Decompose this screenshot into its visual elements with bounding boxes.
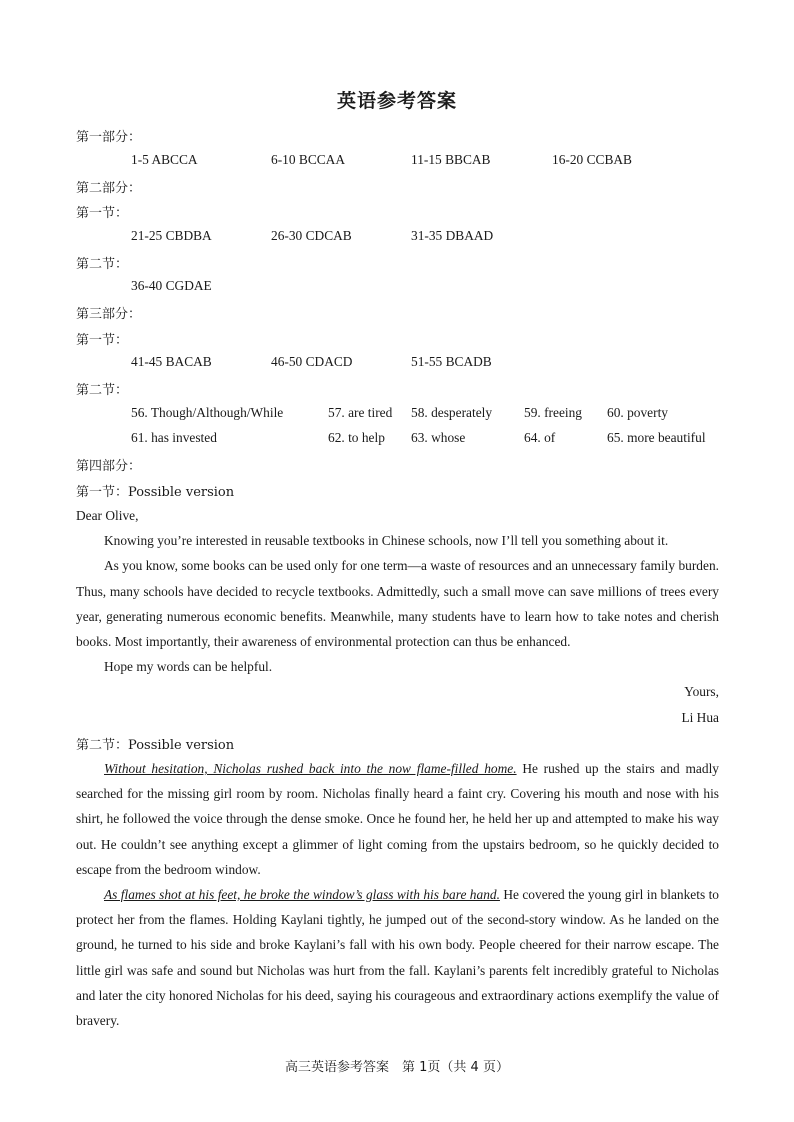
part3-heading: 第三部分：	[76, 307, 142, 322]
answer-item: 56. Though/Although/While	[131, 405, 284, 420]
answer-item: 58. desperately	[411, 405, 493, 420]
part2-sec1-heading: 第一节：	[76, 206, 129, 221]
answer-group: 41-45 BACAB	[131, 354, 212, 369]
story-lead-sentence: As flames shot at his feet, he broke the window’s glass with his bare hand.	[104, 887, 500, 903]
story-body: He covered the young girl in blankets to protect her from the flames. Holding Kaylani tightly, he jumped out of the second-story window. As he landed on the ground, he turned to his side and broke Kaylani’s fall with his own body. People cheered for their narrow escape. The little girl was safe and sound but Nicholas was hurt from the fall. Kaylani’s parents felt incredibly grateful to Nicholas and later the city honored Nicholas for his deed, saying his courageous and extraordinary actions exemplify the value of bravery.	[76, 887, 719, 1029]
answer-group: 51-55 BCADB	[411, 354, 492, 369]
answer-group: 1-5 ABCCA	[131, 152, 198, 167]
part4-heading: 第四部分：	[76, 459, 142, 474]
page-title: 英语参考答案	[336, 90, 457, 112]
letter-salutation: Dear Olive,	[76, 508, 139, 523]
letter-essay	[76, 503, 719, 730]
answer-group: 36-40 CGDAE	[131, 278, 212, 293]
story-paragraph	[76, 882, 719, 1033]
answer-item: 61. has invested	[131, 430, 217, 445]
answer-group: 6-10 BCCAA	[271, 152, 346, 167]
answer-item: 64. of	[524, 430, 556, 445]
letter-signature: Li Hua	[681, 709, 719, 725]
answer-group: 31-35 DBAAD	[411, 228, 494, 243]
story-body: He rushed up the stairs and madly searched for the missing girl room by room. Nicholas finally heard a faint cry. Covering his mouth and nose with his shirt, he followed the voice through the dense smoke. Once he found her, he held her up and attempted to make his way out. He couldn’t see anything except a glimmer of light coming from the upstairs bedroom, so he quickly decided to escape from the bedroom window.	[76, 761, 719, 877]
answer-item: 57. are tired	[328, 405, 393, 420]
story-lead-sentence: Without hesitation, Nicholas rushed back into the now flame-filled home.	[104, 761, 517, 776]
part3-sec2-heading: 第二节：	[76, 383, 129, 398]
answer-group: 11-15 BBCAB	[411, 152, 491, 167]
answer-group: 21-25 CBDBA	[131, 228, 212, 243]
answer-group: 46-50 CDACD	[271, 354, 353, 369]
answer-item: 60. poverty	[607, 405, 668, 420]
letter-paragraph: Hope my words can be helpful.	[104, 659, 273, 675]
letter-paragraph: Knowing you’re interested in reusable textbooks in Chinese schools, now I’ll tell you something about it.	[104, 533, 669, 549]
story-paragraph	[76, 756, 719, 882]
letter-paragraph: As you know, some books can be used only for one term—a waste of resources and an unnecessary family burden. Thus, many schools have decided to recycle textbooks. Admittedly, such a small move can save millions of trees every year, generating numerous economic benefits. Meanwhile, many students have to learn how to take notes and cherish books. Most importantly, their awareness of environmental protection can thus be enhanced.	[76, 558, 719, 650]
part3-sec1-heading: 第一节：	[76, 333, 129, 348]
answer-item: 59. freeing	[524, 405, 583, 420]
part4-sec1-heading: 第一节：Possible version	[76, 485, 235, 500]
answer-group: 26-30 CDCAB	[271, 228, 352, 243]
story-essay	[76, 756, 719, 1033]
answer-item: 62. to help	[328, 430, 385, 445]
part2-heading: 第二部分：	[76, 181, 142, 196]
part2-sec2-heading: 第二节：	[76, 257, 129, 272]
answer-group: 16-20 CCBAB	[552, 152, 632, 167]
page-footer: 高三英语参考答案 第 1页（共 4 页）	[285, 1060, 509, 1075]
letter-closing: Yours,	[684, 684, 719, 700]
answer-item: 65. more beautiful	[607, 430, 706, 445]
answer-item: 63. whose	[411, 430, 466, 445]
part1-heading: 第一部分：	[76, 130, 142, 145]
part4-sec2-heading: 第二节：Possible version	[76, 738, 235, 753]
